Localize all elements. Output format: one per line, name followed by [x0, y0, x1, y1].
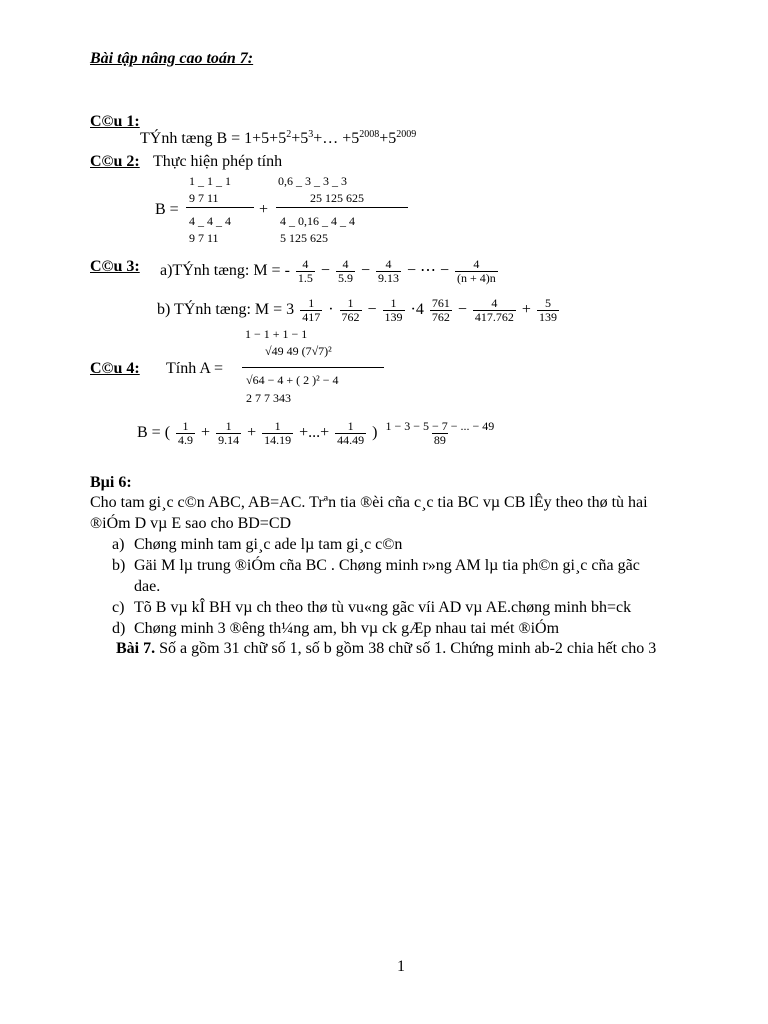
q6-item-a-text: Chøng minh tam gi¸c ade lµ tam gi¸c c©n [134, 536, 403, 553]
q2-f2-num: 0,6 _ 3 _ 3 _ 3 [278, 174, 347, 188]
q3-a-frac-1: $\frac{4}{1.5}$ [297, 257, 313, 285]
q3-b-row: b) TÝnh tæng: M = 3 $\frac{1}{417}$ · $\frac{1}{762}$ − $\frac{1}{139}$ ·4 $\frac{761}{762}$ − $\frac{4}{417.762}$ + $\frac{5}{139}$ [157, 296, 557, 324]
q6-item-b-continuation: dae. [134, 578, 161, 595]
question-2-label: C©u 2: [90, 153, 140, 170]
q6-item-d-marker: d) [112, 620, 126, 637]
q4-b-close: ) [372, 424, 378, 442]
q3-a-row: a)TÝnh tæng: M = - $\frac{4}{1.5}$ − $\frac{4}{5.9}$ − $\frac{4}{9.13}$ − ⋯ − $\frac{4}{(n + 4)n}$ [160, 257, 496, 285]
q2-f1-den: 4 _ 4 _ 4 [189, 214, 231, 228]
q3-b-frac-3: $\frac{1}{139}$ [384, 296, 403, 324]
q2-f2-den2: 5 125 625 [280, 231, 328, 245]
page-title: Bài tập nâng cao toán 7: [90, 50, 254, 67]
q1-main: TÝnh tæng B = 1+5+5 [140, 130, 287, 147]
q2-f2-bar [276, 207, 408, 208]
q4-a-num2: √49 49 (7√7)² [265, 344, 332, 358]
q3-a-text: a)TÝnh tæng: M = - [160, 262, 290, 280]
question-4-label: C©u 4: [90, 360, 140, 377]
q2-plus: + [259, 201, 269, 218]
q1-rest: +… +5 [313, 130, 360, 147]
q2-f2-num2: 25 125 625 [310, 191, 364, 205]
q4-a-label: Tính A = [166, 360, 224, 377]
q4-a-num: 1 − 1 + 1 − 1 [245, 327, 308, 341]
question-7 [116, 640, 656, 658]
q2-f1-num2: 9 7 11 [189, 191, 219, 205]
q2-f1-num: 1 _ 1 _ 1 [189, 174, 231, 188]
q6-item-b-marker: b) [112, 557, 126, 574]
q6-item-b-text: Gäi M lµ trung ®iÓm cña BC . Chøng minh r»ng AM lµ tia ph©n gi¸c cña gãc [134, 557, 640, 574]
q2-f1-bar [186, 207, 254, 208]
q6-intro-line-2: ®iÓm D vµ E sao cho BD=CD [90, 515, 292, 532]
question-7-text: Số a gồm 31 chữ số 1, số b gồm 38 chữ số 1. Chứng minh ab-2 chia hết cho 3 [159, 640, 657, 657]
q3-b-frac-6: $\frac{5}{139}$ [538, 296, 557, 324]
q1-exp2: 2 [286, 129, 292, 140]
q1-exp3: 3 [308, 129, 314, 140]
q1-plus53: +5 [291, 130, 309, 147]
q4-b-tail-frac: $\frac{1 - 3 - 5 - 7 - ... - 49}{89}$ [385, 419, 495, 447]
page-number: 1 [397, 958, 405, 975]
q3-a-frac-4: $\frac{4}{(n + 4)n}$ [457, 257, 496, 285]
q4-a-bar [242, 367, 384, 368]
q2-f2-den: 4 _ 0,16 _ 4 _ 4 [280, 214, 355, 228]
question-3-label: C©u 3: [90, 258, 140, 275]
q4-a-den2: 2 7 7 343 [246, 391, 291, 405]
q1-exp2009: 2009 [396, 129, 417, 140]
q4-b-frac-1: $\frac{1}{4.9}$ [178, 419, 194, 447]
q3-b-frac-1: $\frac{1}{417}$ [302, 296, 321, 324]
q3-b-frac-5: $\frac{4}{417.762}$ [474, 296, 514, 324]
q2-f1-den2: 9 7 11 [189, 231, 219, 245]
q3-b-frac-2: $\frac{1}{762}$ [341, 296, 360, 324]
q1-exp2008: 2008 [359, 129, 380, 140]
q3-a-dots: − ⋯ − [406, 262, 450, 280]
q4-a-den: √64 − 4 + ( 2 )² − 4 [246, 373, 339, 387]
q6-item-d-text: Chøng minh 3 ®êng th¼ng am, bh vµ ck gÆp nhau tai mét ®iÓm [134, 620, 560, 637]
question-6-label: Bµi 6: [90, 474, 132, 491]
q6-item-c-marker: c) [112, 599, 125, 616]
question-7-label: Bài 7. [116, 640, 156, 657]
question-2-text: Thực hiện phép tính [153, 153, 283, 170]
question-1-text [140, 130, 416, 148]
q2-b-label: B = [155, 201, 179, 218]
q4-b-frac-4: $\frac{1}{44.49}$ [337, 419, 365, 447]
q6-intro-line-1: Cho tam gi¸c c©n ABC, AB=AC. Trªn tia ®èi cña c¸c tia BC vµ CB lÊy theo thø tù hai [90, 494, 648, 511]
q4-b-dots: +...+ [299, 424, 330, 442]
q3-a-frac-2: $\frac{4}{5.9}$ [337, 257, 353, 285]
q6-item-a-marker: a) [112, 536, 125, 553]
q3-b-frac-4: $\frac{761}{762}$ [431, 296, 450, 324]
q3-b-four: 4 [415, 301, 424, 319]
q4-b-frac-2: $\frac{1}{9.14}$ [218, 419, 240, 447]
q3-b-text: b) TÝnh tæng: M = 3 [157, 301, 295, 319]
q4-b-frac-3: $\frac{1}{14.19}$ [264, 419, 292, 447]
q3-a-frac-3: $\frac{4}{9.13}$ [377, 257, 399, 285]
q1-plus5: +5 [379, 130, 397, 147]
q4-b-row: B = ( $\frac{1}{4.9}$ + $\frac{1}{9.14}$ + $\frac{1}{14.19}$ +...+ $\frac{1}{44.49}$ ) $\frac{1 - 3 - 5 - 7 - ... - 49}{89}$ [137, 419, 495, 447]
q4-b-label: B = ( [137, 424, 171, 442]
q6-item-c-text: Tõ B vµ kÎ BH vµ ch theo thø tù vu«ng gãc víi AD vµ AE.chøng minh bh=ck [134, 599, 632, 616]
question-1-label: C©u 1: [90, 113, 140, 130]
